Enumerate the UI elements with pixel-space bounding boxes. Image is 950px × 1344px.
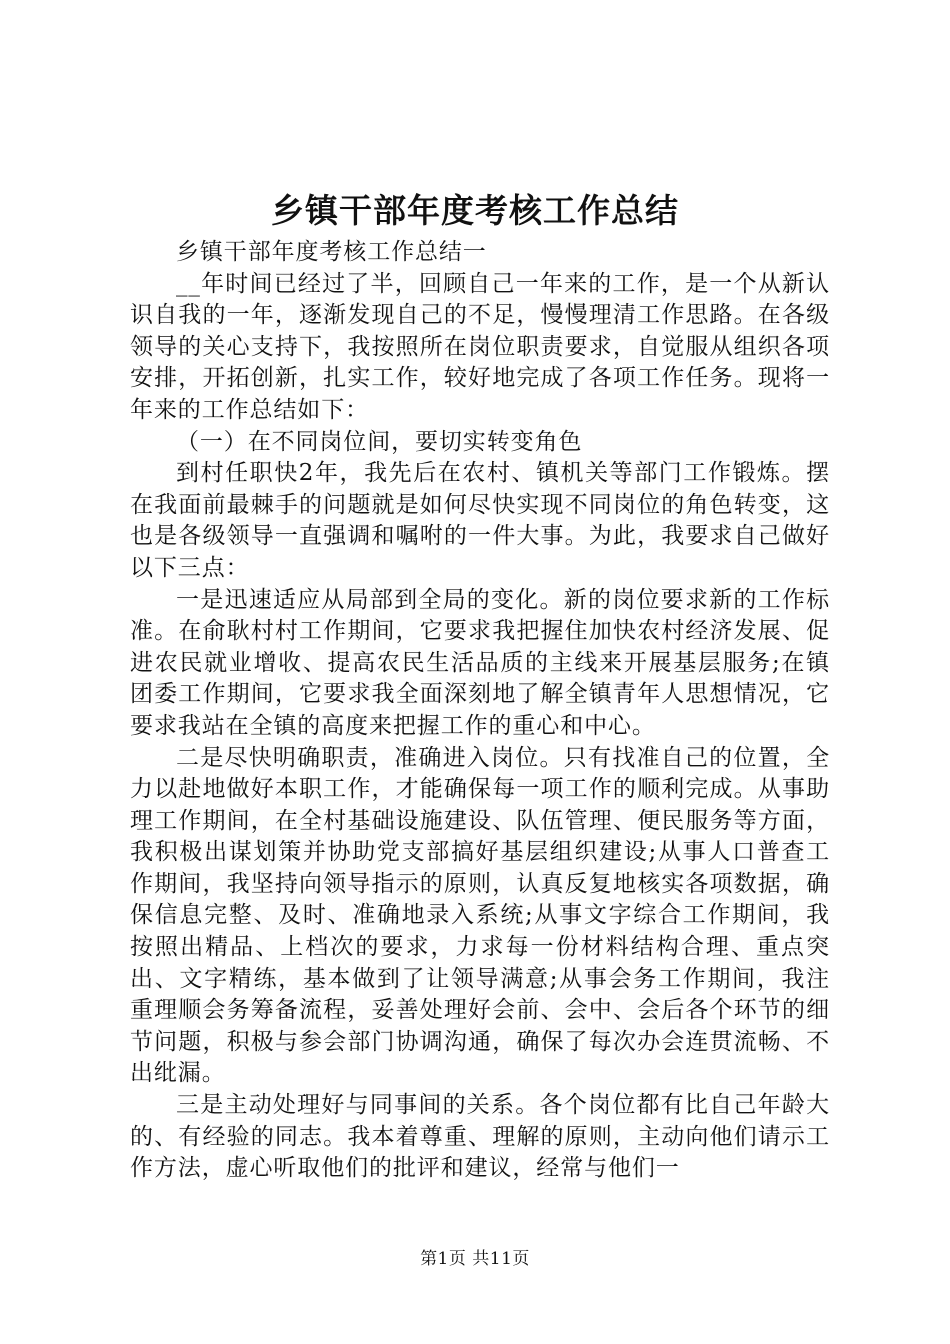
paragraph-point-two: 二是尽快明确职责，准确进入岗位。只有找准自己的位置，全力以赴地做好本职工作，才能确保每一项工作的顺利完成。从事助理工作期间，在全村基础设施建设、队伍管理、便民服务等方面，我积极出谋划策并协助党支部搞好基层组织建设;从事人口普查工作期间，我坚持向领导指示的原则，认真反复地核实各项数据，确保信息完整、及时、准确地录入系统;从事文字综合工作期间，我按照出精品、上档次的要求，力求每一份材料结构合理、重点突出、文字精练，基本做到了让领导满意;从事会务工作期间，我注重理顺会务筹备流程，妥善处理好会前、会中、会后各个环节的细节问题，积极与参会部门协调沟通，确保了每次办会连贯流畅、不出纰漏。	[130, 744, 830, 1087]
paragraph-point-one: 一是迅速适应从局部到全局的变化。新的岗位要求新的工作标准。在俞耿村村工作期间，它要求我把握住加快农村经济发展、促进农民就业增收、提高农民生活品质的主线来开展基层服务;在镇团委工作期间，它要求我全面深刻地了解全镇青年人思想情况，它要求我站在全镇的高度来把握工作的重心和中心。	[130, 586, 830, 739]
subsection-heading: （一）在不同岗位间，要切实转变角色	[176, 428, 583, 455]
paragraph-role-change: 到村任职快2年，我先后在农村、镇机关等部门工作锻炼。摆在我面前最棘手的问题就是如何尽快实现不同岗位的角色转变，这也是各级领导一直强调和嘱咐的一件大事。为此，我要求自己做好以下三点：	[130, 460, 830, 581]
section-heading: 乡镇干部年度考核工作总结一	[176, 239, 487, 265]
document-title: 乡镇干部年度考核工作总结	[271, 191, 679, 230]
paragraph-intro: __年时间已经过了半，回顾自己一年来的工作，是一个从新认识自我的一年，逐渐发现自己的不足，慢慢理清工作思路。在各级领导的关心支持下，我按照所在岗位职责要求，自觉服从组织各项安排，开拓创新，扎实工作，较好地完成了各项工作任务。现将一年来的工作总结如下：	[130, 270, 830, 423]
document-body	[130, 237, 830, 1185]
page-number-footer: 第1页 共11页	[420, 1249, 530, 1269]
paragraph-point-three: 三是主动处理好与同事间的关系。各个岗位都有比自己年龄大的、有经验的同志。我本着尊重、理解的原则，主动向他们请示工作方法，虚心听取他们的批评和建议，经常与他们一	[130, 1092, 830, 1182]
